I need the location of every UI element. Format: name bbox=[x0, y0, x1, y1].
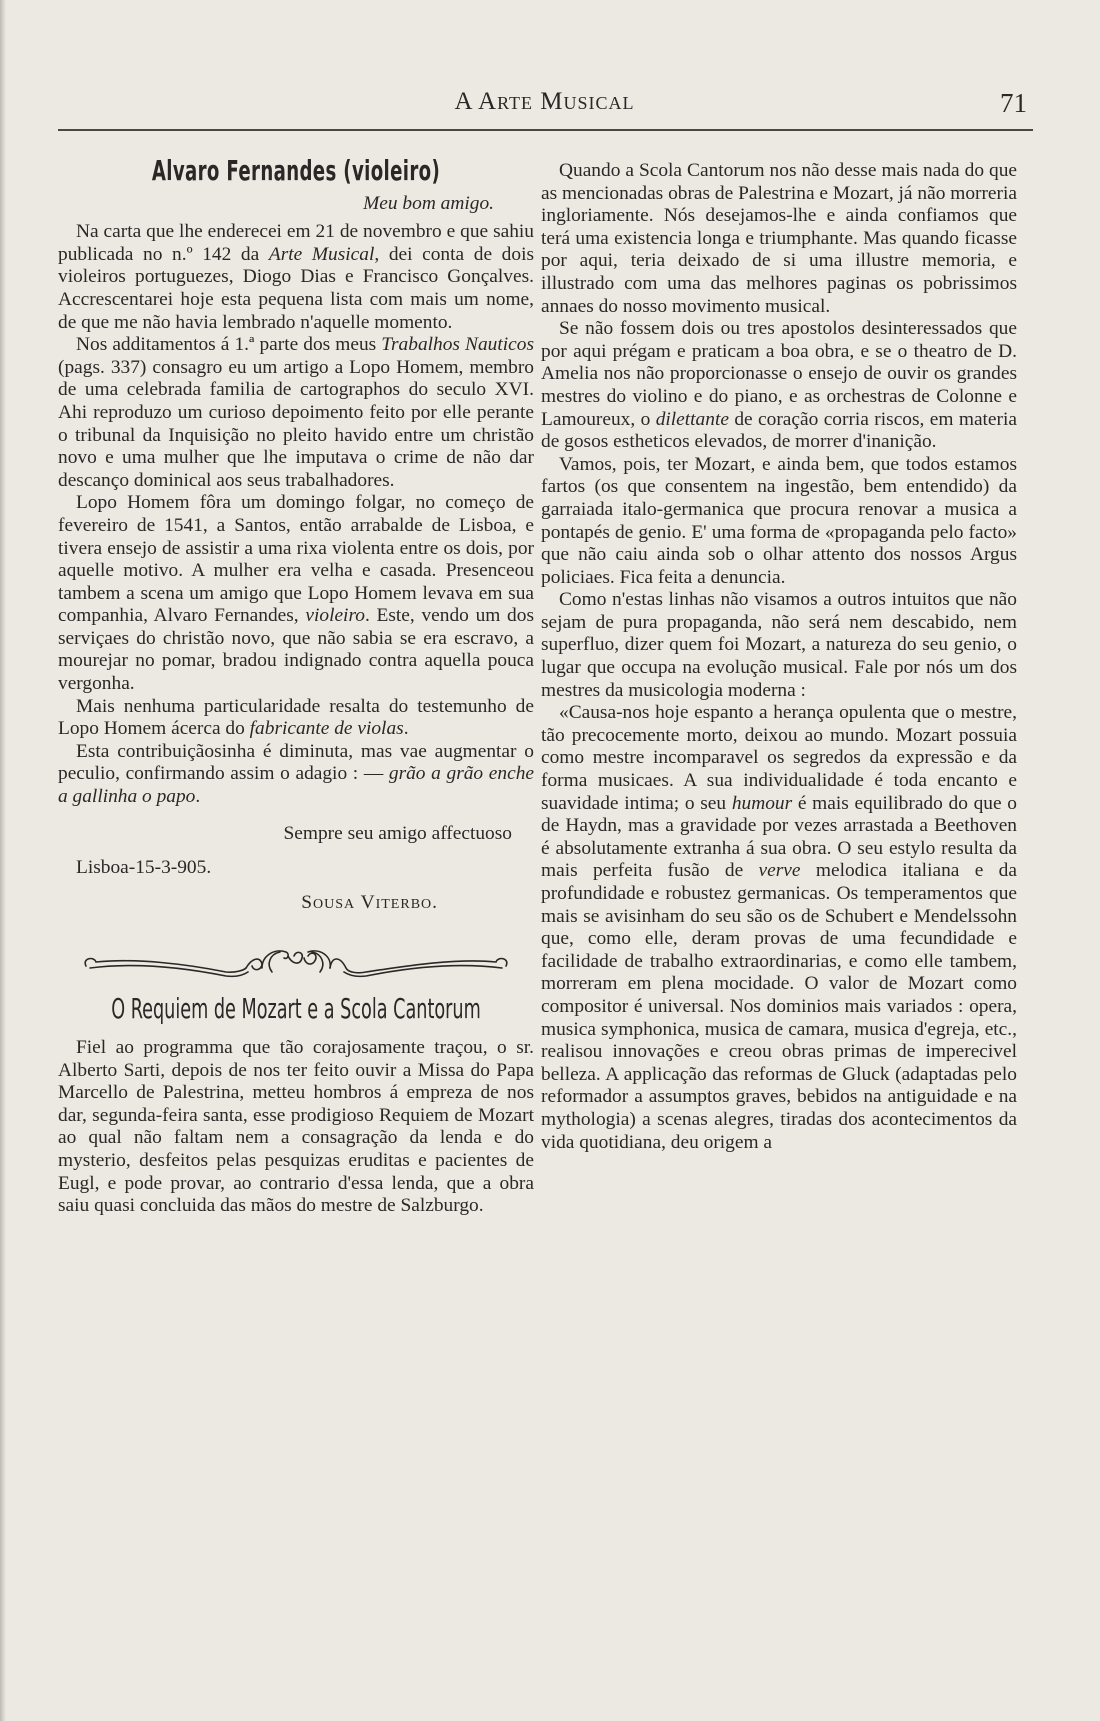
left-column bbox=[58, 154, 535, 1218]
italic-title: Trabalhos Nauticos bbox=[381, 334, 534, 356]
paragraph: Quando a Scola Cantorum nos não desse mais nada do que as mencionadas obras de Palestrina e Mozart, já não morreria ingloriamente. Nós desejamos-lhe e ainda confiamos que terá uma existencia longa e triumphante. Mas quando ficasse por aqui, teria deixado de si uma illustre memoria, e illustrado com uma das melhores paginas os pobrissimos annaes do nosso movimento musical. bbox=[541, 160, 1017, 317]
signature: Sousa Viterbo. bbox=[301, 891, 438, 913]
paragraph: Lopo Homem fôra um domingo folgar, no começo de fevereiro de 1541, a Santos, então arrabalde de Lisboa, e tivera ensejo de assistir a uma rixa violenta entre os dois, por aquelle motivo. A mulher era velha e casada. Presenceou tambem a scena um amigo que Lopo Homem levava em sua companhia, Alvaro Fernandes, violeiro. Este, vendo um dos serviçaes do christão novo, que não sabia se era escravo, a mourejar no pomar, bradou indignado contra aquella pouca vergonha. bbox=[58, 492, 534, 695]
article-title-alvaro-fernandes: Alvaro Fernandes (violeiro) bbox=[151, 154, 441, 187]
paragraph: Nos additamentos á 1.ª parte dos meus Trabalhos Nauticos (pags. 337) consagro eu um artigo a Lopo Homem, membro de uma celebrada familia de cartographos do seculo XVI. Ahi reproduzo um curioso depoimento feito por elle perante o tribunal da Inquisição no pleito havido entre um christão novo e uma mulher que lhe imputava o crime de não dar descanço dominical aos seus trabalhadores. bbox=[58, 334, 534, 491]
page-number: 71 bbox=[1000, 88, 1027, 118]
article-title-requiem: O Requiem de Mozart e a Scola Cantorum bbox=[111, 992, 481, 1026]
page-edge-shadow bbox=[0, 0, 6, 1721]
closing: Sempre seu amigo affectuoso bbox=[283, 822, 512, 844]
place-date: Lisboa-15-3-905. bbox=[76, 857, 212, 879]
paragraph: Na carta que lhe enderecei em 21 de novembro e que sahiu publicada no n.º 142 da Arte Musical, dei conta de dois violeiros portuguezes, Diogo Dias e Francisco Gonçalves. Accrescentarei hoje esta pequena lista com mais um nome, de que me não havia lembrado n'aquelle momento. bbox=[58, 221, 535, 333]
paragraph: Mais nenhuma particularidade resalta do testemunho de Lopo Homem ácerca do fabricante de violas. bbox=[58, 695, 534, 740]
paragraph: «Causa-nos hoje espanto a herança opulenta que o mestre, tão precocemente morto, deixou ao mundo. Mozart possuia como mestre incomparavel os segredos da expressão e da forma musicaes. A sua individualidade é toda encanto e suavidade intima; o seu humour é mais equilibrado do que o de Haydn, mas a gravidade por vezes arrastada a Beethoven é absolutamente extranha á sua obra. O seu estylo resulta da mais perfeita fusão de verve melodica italiana e da profundidade e robustez germanicas. Os temperamentos que mais se avisinham do seu são os de Schubert e Mendelssohn que, como elle, deram provas de uma fecundidade e facilidade de trabalho extraordinarias, e como elle tambem, morreram em plena mocidade. O valor de Mozart como compositor é universal. Nos dominios mais variados : opera, musica symphonica, musica de camara, musica d'egreja, etc., realisou innovações e creou obras primas de imperecivel belleza. A applicação das reformas de Gluck (adaptadas pelo reformador a assumptos graves, bebidos na antiguidade e na mythologia) a scenas alegres, tiradas dos acontecimentos da vida quotidiana, deu origem a bbox=[541, 702, 1017, 1153]
running-title: A Arte Musical bbox=[454, 88, 635, 115]
paragraph: Como n'estas linhas não visamos a outros intuitos que não sejam de pura propaganda, não será nem descabido, nem superfluo, dizer quem foi Mozart, a natureza do seu genio, o lugar que occupa na evolução musical. Fale por nós um dos mestres da musicologia moderna : bbox=[541, 589, 1017, 701]
paragraph: Vamos, pois, ter Mozart, e ainda bem, que todos estamos fartos (os que consentem na ingestão, bem entendido) da garraiada italo-germanica que procura renovar a musica a pontapés de genio. E' uma forma de «propaganda pelo facto» que não caiu ainda sob o olhar attento dos nossos Argus policiaes. Fica feita a denuncia. bbox=[541, 453, 1017, 588]
ornament-divider-icon bbox=[76, 944, 516, 984]
right-column bbox=[541, 160, 1017, 1154]
paragraph: Se não fossem dois ou tres apostolos desinteressados que por aqui prégam e praticam a boa obra, e se o theatro de D. Amelia nos não proporcionasse o ensejo de ouvir os grandes mestres do violino e do piano, e as orchestras de Colonne e Lamoureux, o dilettante de coração corria riscos, em materia de gosos estheticos elevados, de morrer d'inanição. bbox=[541, 318, 1017, 453]
header-rule bbox=[58, 129, 1033, 131]
paragraph: Esta contribuiçãosinha é diminuta, mas vae augmentar o peculio, confirmando assim o adagio : — grão a grão enche a gallinha o papo. bbox=[58, 740, 534, 808]
paragraph: Fiel ao programma que tão corajosamente traçou, o sr. Alberto Sarti, depois de nos ter feito ouvir a Missa do Papa Marcello de Palestrina, metteu hombros á empreza de nos dar, segunda-feira santa, esse prodigioso Requiem de Mozart ao qual não faltam nem a consagração da lenda e do mysterio, desfeitos pelas pesquizas eruditas e pacientes de Eugl, e pode provar, ao contrario d'essa lenda, que a obra saiu quasi concluida das mãos do mestre de Salzburgo. bbox=[58, 1037, 534, 1217]
salutation: Meu bom amigo. bbox=[363, 192, 494, 214]
page-header bbox=[62, 86, 1027, 122]
